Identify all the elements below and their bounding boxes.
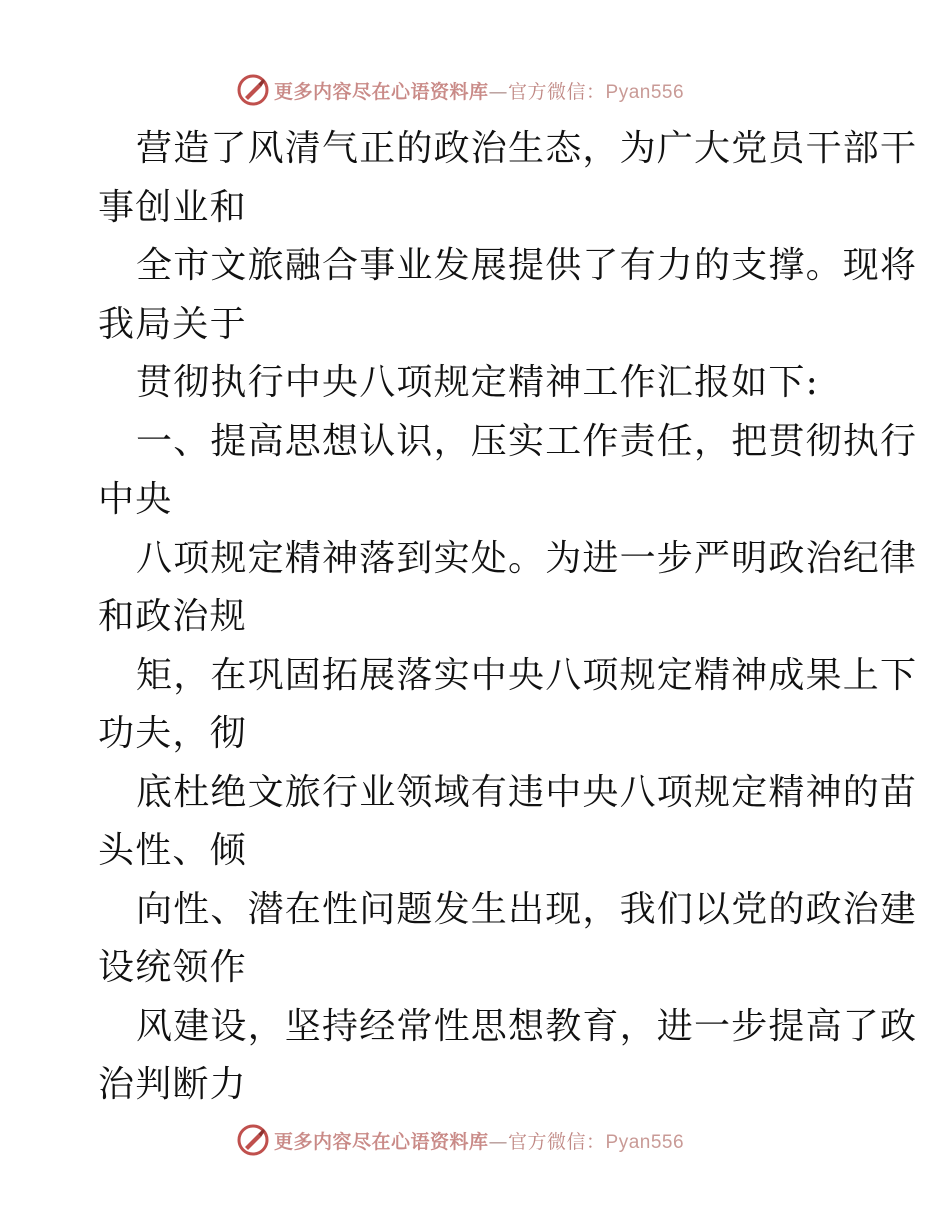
text-line: 八项规定精神落到实处。为进一步严明政治纪律 xyxy=(136,537,918,579)
watermark-account-id: Pyan556 xyxy=(605,1131,685,1153)
watermark-dash: — xyxy=(488,1130,509,1153)
pen-logo-icon xyxy=(236,73,270,107)
footer-watermark xyxy=(236,1123,684,1157)
text-line: 向性、潜在性问题发生出现，我们以党的政治建 xyxy=(136,888,918,930)
text-line: 贯彻执行中央八项规定精神工作汇报如下: xyxy=(136,362,819,403)
watermark-account-id: Pyan556 xyxy=(605,81,685,103)
text-line: 功夫，彻 xyxy=(98,713,247,754)
text-line: 设统领作 xyxy=(98,947,247,988)
text-line: 风建设，坚持经常性思想教育，进一步提高了政 xyxy=(136,1005,918,1047)
document-body xyxy=(98,120,918,1115)
text-line: 中央 xyxy=(98,479,173,520)
text-line: 底杜绝文旅行业领域有违中央八项规定精神的苗 xyxy=(136,771,918,813)
watermark-account-label: 官方微信： xyxy=(508,80,606,103)
text-line: 营造了风清气正的政治生态，为广大党员干部干 xyxy=(136,128,918,169)
text-line: 治判断力 xyxy=(98,1064,247,1105)
text-line: 头性、倾 xyxy=(98,830,247,871)
text-line: 我局关于 xyxy=(98,303,247,345)
watermark-account-label: 官方微信： xyxy=(508,1130,606,1153)
text-line: 事创业和 xyxy=(98,186,247,228)
text-line: 全市文旅融合事业发展提供了有力的支撑。现将 xyxy=(136,245,918,286)
watermark-dash: — xyxy=(488,80,509,103)
text-line: 一、提高思想认识，压实工作责任，把贯彻执行 xyxy=(136,420,918,462)
watermark-title: 更多内容尽在心语资料库 xyxy=(274,80,489,103)
text-line: 矩，在巩固拓展落实中央八项规定精神成果上下 xyxy=(136,654,918,696)
pen-logo-icon xyxy=(236,1123,270,1157)
text-line: 和政治规 xyxy=(98,596,247,637)
header-watermark xyxy=(236,73,684,107)
watermark-title: 更多内容尽在心语资料库 xyxy=(274,1130,489,1153)
